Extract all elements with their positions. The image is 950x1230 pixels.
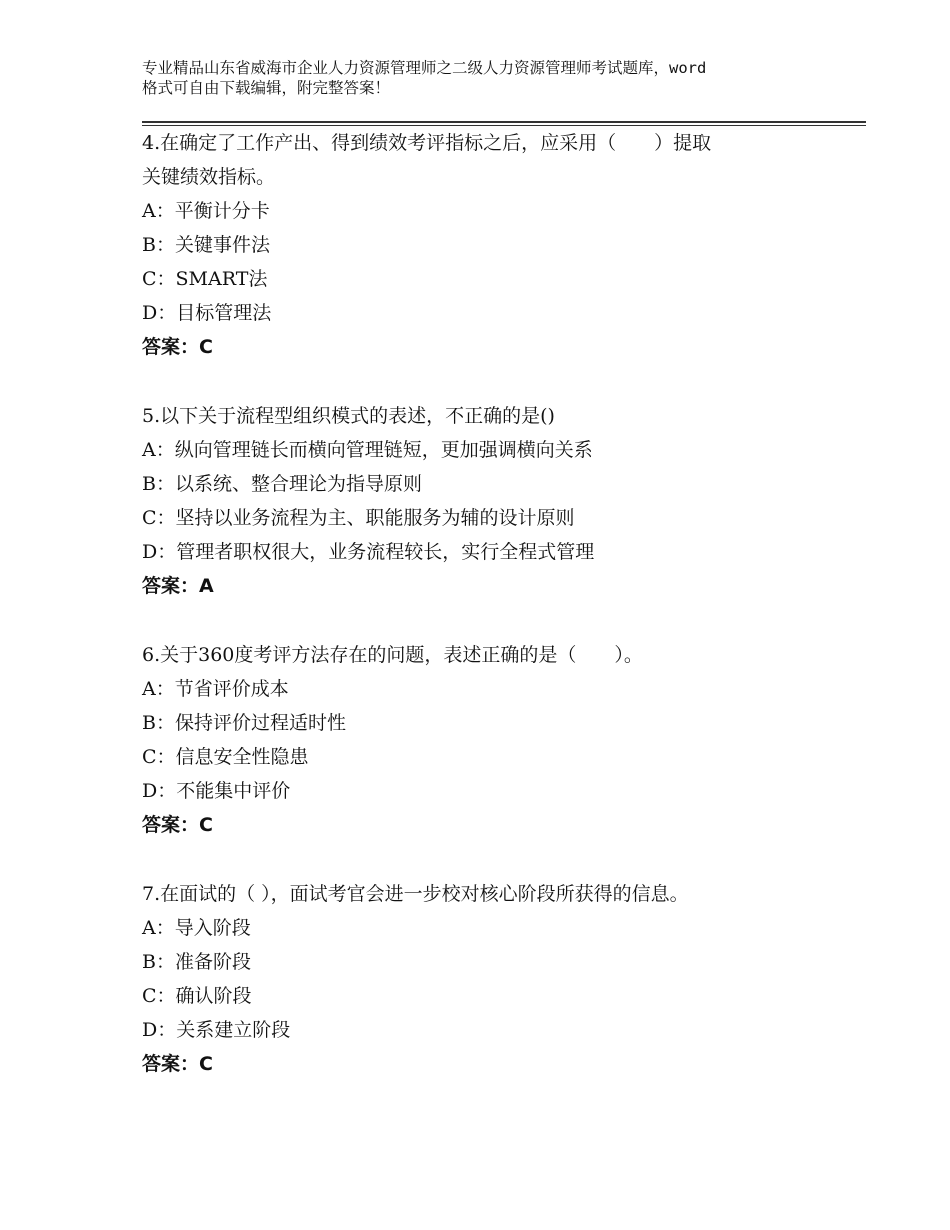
option-d: D：管理者职权很大，业务流程较长，实行全程式管理 bbox=[142, 541, 595, 563]
question-text-line-1: 7.在面试的（ ），面试考官会进一步校对核心阶段所获得的信息。 bbox=[142, 883, 689, 905]
question-5 bbox=[142, 399, 862, 603]
option-d: D：不能集中评价 bbox=[142, 780, 291, 802]
option-b: B：关键事件法 bbox=[142, 234, 270, 256]
answer: 答案：C bbox=[142, 814, 213, 836]
question-text-line-1: 4.在确定了工作产出、得到绩效考评指标之后，应采用（ ）提取 bbox=[142, 132, 712, 154]
header-line-2: 格式可自由下载编辑，附完整答案！ bbox=[142, 79, 391, 97]
option-d: D：关系建立阶段 bbox=[142, 1019, 291, 1041]
question-4 bbox=[142, 126, 862, 364]
option-b: B：准备阶段 bbox=[142, 951, 251, 973]
question-text-line-1: 6.关于360度考评方法存在的问题，表述正确的是（ ）。 bbox=[142, 644, 643, 666]
answer: 答案：C bbox=[142, 1053, 213, 1075]
answer: 答案：C bbox=[142, 336, 213, 358]
question-6 bbox=[142, 638, 862, 842]
question-7 bbox=[142, 877, 862, 1081]
option-a: A：导入阶段 bbox=[142, 917, 251, 939]
header-rule-thick bbox=[142, 121, 866, 123]
option-c: C：确认阶段 bbox=[142, 985, 252, 1007]
option-c: C：信息安全性隐患 bbox=[142, 746, 309, 768]
option-a: A：平衡计分卡 bbox=[142, 200, 270, 222]
option-c: C：坚持以业务流程为主、职能服务为辅的设计原则 bbox=[142, 507, 575, 529]
option-a: A：纵向管理链长而横向管理链短，更加强调横向关系 bbox=[142, 439, 593, 461]
answer: 答案：A bbox=[142, 575, 214, 597]
option-b: B：保持评价过程适时性 bbox=[142, 712, 346, 734]
header-line-1: 专业精品山东省威海市企业人力资源管理师之二级人力资源管理师考试题库，word bbox=[142, 59, 707, 77]
question-text-line-2: 关键绩效指标。 bbox=[142, 166, 276, 188]
option-d: D：目标管理法 bbox=[142, 302, 272, 324]
option-c: C：SMART法 bbox=[142, 268, 268, 290]
question-text-line-1: 5.以下关于流程型组织模式的表述，不正确的是() bbox=[142, 405, 555, 427]
option-a: A：节省评价成本 bbox=[142, 678, 289, 700]
option-b: B：以系统、整合理论为指导原则 bbox=[142, 473, 422, 495]
document-header bbox=[142, 58, 842, 98]
